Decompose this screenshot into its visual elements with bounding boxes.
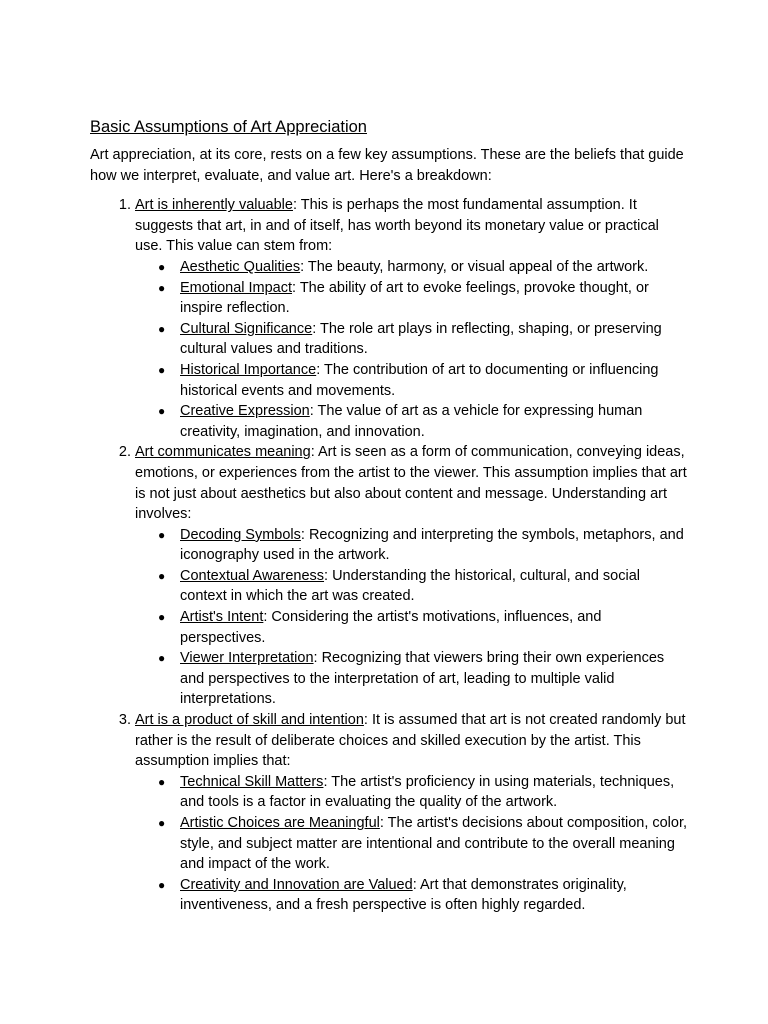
- list-item: [158, 278, 690, 319]
- list-item: [158, 566, 690, 607]
- assumption-text: : It is assumed that art is not created randomly but rather is the result of deliberate choices and skilled execution by the artist. This assumption implies that:: [135, 712, 686, 770]
- assumption-term: Art communicates meaning: [135, 444, 311, 461]
- list-item: [158, 401, 690, 442]
- bullet-icon: ●: [158, 527, 166, 542]
- item-text: : The artist's decisions about composition, color, style, and subject matter are intentional and contribute to the overall meaning and impact of the work.: [180, 815, 688, 873]
- assumption-term: Art is a product of skill and intention: [135, 712, 364, 729]
- list-item: [158, 607, 690, 648]
- bullet-icon: ●: [158, 774, 166, 789]
- item-term: Viewer Interpretation: [180, 650, 314, 667]
- list-item: [158, 319, 690, 360]
- assumption-item: [135, 195, 690, 442]
- list-item: [158, 525, 690, 566]
- item-text: : The beauty, harmony, or visual appeal of the artwork.: [300, 258, 649, 275]
- list-item: [158, 875, 690, 916]
- assumption-item: [135, 710, 690, 916]
- list-item: [158, 648, 690, 710]
- bullet-icon: ●: [158, 651, 166, 666]
- bullet-icon: ●: [158, 321, 166, 336]
- bullet-icon: ●: [158, 404, 166, 419]
- item-term: Artistic Choices are Meaningful: [180, 815, 380, 831]
- bullet-icon: ●: [158, 280, 166, 295]
- document-title: Basic Assumptions of Art Appreciation: [90, 118, 367, 136]
- sub-list: [135, 772, 690, 916]
- bullet-icon: ●: [158, 259, 166, 274]
- item-term: Artist's Intent: [180, 609, 264, 626]
- item-text: : The value of art as a vehicle for expressing human creativity, imagination, and innovation.: [180, 403, 643, 440]
- item-text: : Recognizing and interpreting the symbols, metaphors, and iconography used in the artwork.: [180, 526, 684, 564]
- item-text: : The artist's proficiency in using materials, techniques, and tools is a factor in evaluating the quality of the artwork.: [180, 773, 675, 811]
- item-text: : Art that demonstrates originality, inventiveness, and a fresh perspective is often highly regarded.: [180, 876, 627, 914]
- list-item: [158, 813, 690, 875]
- item-term: Technical Skill Matters: [180, 773, 324, 790]
- item-term: Creativity and Innovation are Valued: [180, 876, 413, 893]
- intro-paragraph: Art appreciation, at its core, rests on a few key assumptions. These are the beliefs that guide how we interpret, evaluate, and value art. Here's a breakdown:: [90, 147, 684, 184]
- list-item: [158, 772, 690, 813]
- assumption-text: : Art is seen as a form of communication, conveying ideas, emotions, or experiences from the artist to the viewer. This assumption implies that art is not just about aesthetics but also about content and message. Understanding art involves:: [135, 444, 687, 523]
- item-text: : Understanding the historical, cultural, and social context in which the art was created.: [180, 567, 640, 605]
- bullet-icon: ●: [158, 877, 166, 892]
- item-term: Contextual Awareness: [180, 567, 325, 584]
- assumption-text: : This is perhaps the most fundamental assumption. It suggests that art, in and of itself, has worth beyond its monetary value or practical use. This value can stem from:: [135, 197, 659, 255]
- document-page: [90, 116, 690, 916]
- item-term: Historical Importance: [180, 361, 317, 378]
- assumption-term: Art is inherently valuable: [135, 197, 293, 214]
- sub-list: [135, 525, 690, 710]
- item-text: : Recognizing that viewers bring their own experiences and perspectives to the interpretation of art, leading to multiple valid interpretations.: [180, 650, 665, 708]
- item-text: : The contribution of art to documenting or influencing historical events and movements.: [180, 361, 659, 399]
- assumptions-list: [90, 195, 690, 916]
- item-text: : The role art plays in reflecting, shaping, or preserving cultural values and traditions.: [180, 320, 662, 358]
- item-term: Cultural Significance: [180, 320, 313, 337]
- bullet-icon: ●: [158, 610, 166, 625]
- assumption-item: [135, 442, 690, 710]
- list-item: [158, 360, 690, 401]
- sub-list: [135, 257, 690, 442]
- item-text: : The ability of art to evoke feelings, provoke thought, or inspire reflection.: [180, 279, 649, 317]
- item-text: : Considering the artist's motivations, influences, and perspectives.: [180, 609, 602, 646]
- item-term: Decoding Symbols: [180, 526, 301, 543]
- bullet-icon: ●: [158, 362, 166, 377]
- item-term: Emotional Impact: [180, 279, 293, 296]
- bullet-icon: ●: [158, 816, 166, 830]
- list-item: [158, 257, 690, 278]
- item-term: Aesthetic Qualities: [180, 258, 301, 275]
- bullet-icon: ●: [158, 568, 166, 583]
- item-term: Creative Expression: [180, 403, 310, 420]
